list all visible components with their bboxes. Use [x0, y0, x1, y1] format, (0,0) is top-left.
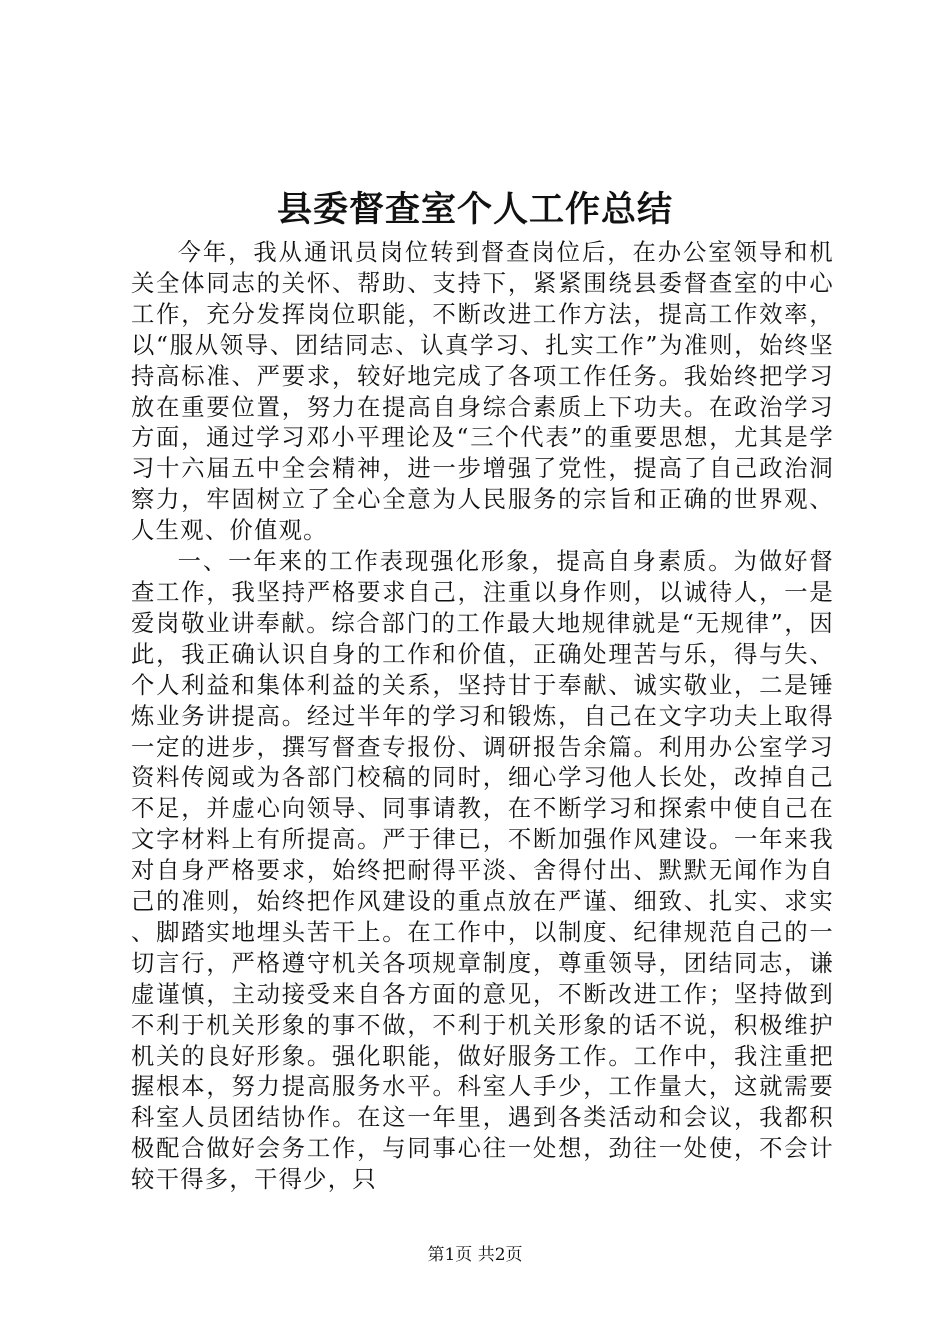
paragraph-work-performance: 一、一年来的工作表现强化形象，提高自身素质。为做好督查工作，我坚持严格要求自己，注重以身作则，以诚待人，一是爱岗敬业讲奉献。综合部门的工作最大地规律就是“无规律”，因此，我正确认识自身的工作和价值，正确处理苦与乐，得与失、个人利益和集体利益的关系，坚持甘于奉献、诚实敬业，二是锤炼业务讲提高。经过半年的学习和锻炼，自己在文字功夫上取得一定的进步，撰写督查专报份、调研报告余篇。利用办公室学习资料传阅或为各部门校稿的同时，细心学习他人长处，改掉自己不足，并虚心向领导、同事请教，在不断学习和探索中使自己在文字材料上有所提高。严于律已，不断加强作风建设。一年来我对自身严格要求，始终把耐得平淡、舍得付出、默默无闻作为自己的准则，始终把作风建设的重点放在严谨、细致、扎实、求实、脚踏实地埋头苦干上。在工作中，以制度、纪律规范自己的一切言行，严格遵守机关各项规章制度，尊重领导，团结同志，谦虚谨慎，主动接受来自各方面的意见，不断改进工作；坚持做到不利于机关形象的事不做，不利于机关形象的话不说，积极维护机关的良好形象。强化职能，做好服务工作。工作中，我注重把握根本，努力提高服务水平。科室人手少，工作量大，这就需要科室人员团结协作。在这一年里，遇到各类活动和会议，我都积极配合做好会务工作，与同事心往一处想，劲往一处使，不会计较干得多，干得少，只 [131, 548, 834, 1194]
document-body [131, 238, 834, 1196]
page-number-footer: 第1页 共2页 [427, 1245, 523, 1265]
paragraph-intro: 今年，我从通讯员岗位转到督查岗位后，在办公室领导和机关全体同志的关怀、帮助、支持下，紧紧围绕县委督查室的中心工作，充分发挥岗位职能，不断改进工作方法，提高工作效率，以“服从领导、团结同志、认真学习、扎实工作”为准则，始终坚持高标准、严要求，较好地完成了各项工作任务。我始终把学习放在重要位置，努力在提高自身综合素质上下功夫。在政治学习方面，通过学习邓小平理论及“三个代表”的重要思想，尤其是学习十六届五中全会精神，进一步增强了党性，提高了自己政治洞察力，牢固树立了全心全意为人民服务的宗旨和正确的世界观、人生观、价值观。 [131, 239, 834, 545]
document-title: 县委督查室个人工作总结 [276, 189, 673, 230]
